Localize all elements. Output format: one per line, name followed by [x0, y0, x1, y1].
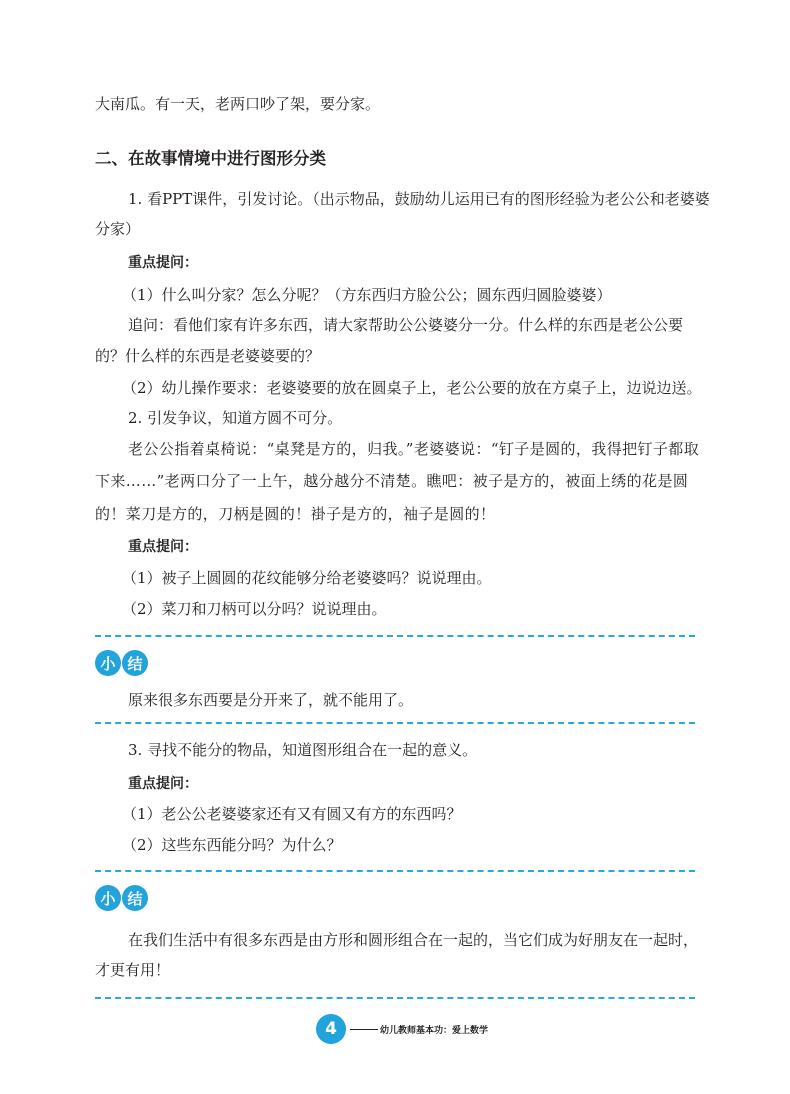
summary-text-2-line1: 在我们生活中有很多东西是由方形和圆形组合在一起的，当它们成为好朋友在一起时， — [128, 931, 699, 949]
summary-text-2-line2: 才更有用！ — [95, 961, 171, 979]
step1-line1: 1. 看PPT课件，引发讨论。（出示物品，鼓励幼儿运用已有的图形经验为老公公和老婆婆 — [128, 190, 710, 208]
question-3-1: （1）老公公老婆婆家还有又有圆又有方的东西吗？ — [122, 805, 462, 823]
section-heading: 二、在故事情境中进行图形分类 — [95, 149, 326, 168]
summary-title — [95, 650, 149, 676]
step1-line2: 分家） — [95, 220, 141, 238]
key-question-label: 重点提问： — [128, 539, 198, 555]
summary-title-char: 小 — [95, 885, 121, 911]
question-2-2: （2）菜刀和刀柄可以分吗？说说理由。 — [122, 600, 387, 618]
story-line1: 老公公指着桌椅说：“桌凳是方的，归我。”老婆婆说：“钉子是圆的，我得把钉子都取 — [128, 440, 700, 458]
intro-line: 大南瓜。有一天，老两口吵了架，要分家。 — [95, 95, 381, 113]
followup-line2: 的？什么样的东西是老婆婆要的？ — [95, 347, 321, 365]
summary-title — [95, 885, 149, 911]
footer-rule — [350, 1029, 378, 1030]
step2-line: 2. 引发争议，知道方圆不可分。 — [128, 409, 343, 427]
key-question-label: 重点提问： — [128, 776, 198, 792]
story-line3: 的！菜刀是方的，刀柄是圆的！褂子是方的，袖子是圆的！ — [95, 505, 496, 523]
story-line2: 下来……”老两口分了一上午，越分越分不清楚。瞧吧：被子是方的，被面上绣的花是圆 — [95, 472, 689, 490]
page-footer — [316, 1014, 488, 1044]
dashed-divider — [95, 635, 695, 637]
dashed-divider — [95, 997, 695, 999]
dashed-divider — [95, 722, 695, 724]
step3-line: 3. 寻找不能分的物品，知道图形组合在一起的意义。 — [128, 741, 478, 759]
book-title: 幼儿教师基本功：爱上数学 — [380, 1025, 489, 1036]
followup-line1: 追问：看他们家有许多东西，请大家帮助公公婆婆分一分。什么样的东西是老公公要 — [128, 316, 684, 334]
summary-title-char: 小 — [95, 650, 121, 676]
summary-text-1: 原来很多东西要是分开来了，就不能用了。 — [128, 691, 414, 709]
question-1-1: （1）什么叫分家？怎么分呢？（方东西归方脸公公；圆东西归圆脸婆婆） — [122, 286, 612, 304]
page-number: 4 — [316, 1014, 346, 1044]
key-question-label: 重点提问： — [128, 255, 198, 271]
question-2-1: （1）被子上圆圆的花纹能够分给老婆婆吗？说说理由。 — [122, 569, 492, 587]
question-3-2: （2）这些东西能分吗？为什么？ — [122, 836, 342, 854]
summary-title-char: 结 — [122, 650, 148, 676]
question-1-2: （2）幼儿操作要求：老婆婆要的放在圆桌子上，老公公要的放在方桌子上，边说边送。 — [122, 379, 702, 397]
summary-title-char: 结 — [122, 885, 148, 911]
dashed-divider — [95, 870, 695, 872]
